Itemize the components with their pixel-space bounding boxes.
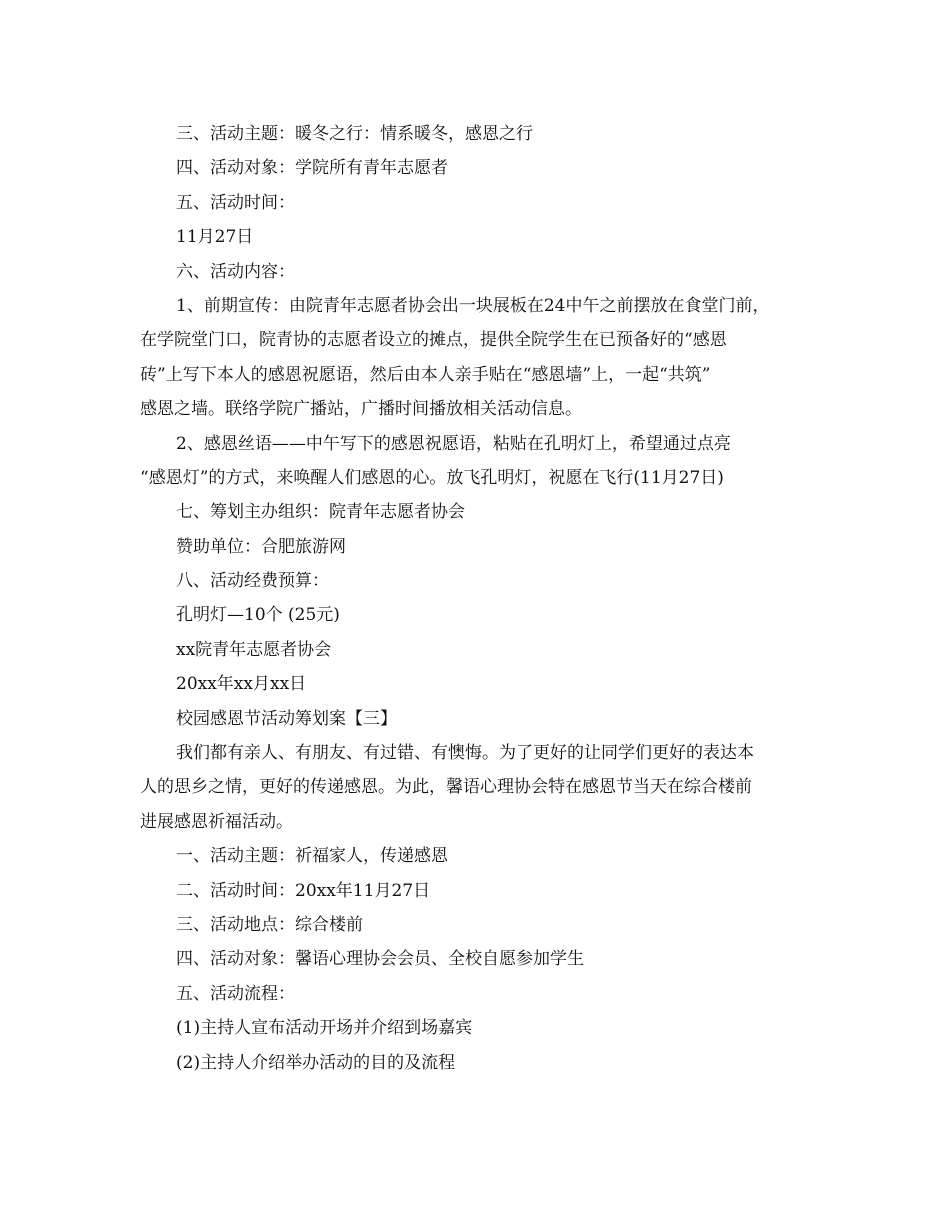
text-line: 八、活动经费预算： [176, 571, 329, 592]
text-line: 孔明灯—10个 (25元) [176, 605, 340, 626]
text-line: 1、前期宣传：由院青年志愿者协会出一块展板在24中午之前摆放在食堂门前， [176, 295, 770, 316]
text-line: 四、活动对象：馨语心理协会会员、全校自愿参加学生 [176, 949, 584, 970]
text-line: 2、感恩丝语——中午写下的感恩祝愿语，粘贴在孔明灯上，希望通过点亮 [176, 433, 731, 454]
text-line: 在学院堂门口，院青协的志愿者设立的摊点，提供全院学生在已预备好的“感恩 [140, 330, 727, 351]
text-line: 五、活动时间： [176, 192, 295, 213]
text-line: 一、活动主题：祈福家人，传递感恩 [176, 846, 448, 867]
text-line: 人的思乡之情，更好的传递感恩。为此，馨语心理协会特在感恩节当天在综合楼前 [140, 777, 752, 798]
text-line: 赞助单位：合肥旅游网 [176, 536, 346, 557]
text-line: 11月27日 [176, 227, 254, 248]
text-line: 五、活动流程： [176, 983, 295, 1004]
text-line: 三、活动地点：综合楼前 [176, 914, 363, 935]
document-body [140, 117, 812, 1080]
text-line: 20xx年xx月xx日 [176, 674, 307, 695]
text-line: 六、活动内容： [176, 261, 295, 282]
text-line: 七、筹划主办组织：院青年志愿者协会 [176, 502, 465, 523]
text-line: 进展感恩祈福活动。 [140, 811, 293, 832]
text-line: 砖”上写下本人的感恩祝愿语，然后由本人亲手贴在“感恩墙”上，一起“共筑” [140, 364, 711, 385]
text-line: 感恩之墙。联络学院广播站，广播时间播放相关活动信息。 [140, 399, 582, 420]
text-line: “感恩灯”的方式，来唤醒人们感恩的心。放飞孔明灯，祝愿在飞行(11月27日) [140, 467, 724, 488]
text-line: 二、活动时间：20xx年11月27日 [176, 880, 431, 901]
text-line: 三、活动主题：暖冬之行：情系暖冬，感恩之行 [176, 124, 533, 144]
text-line: 四、活动对象：学院所有青年志愿者 [176, 158, 448, 179]
text-line: xx院青年志愿者协会 [176, 639, 332, 660]
text-line: (2)主持人介绍举办活动的目的及流程 [176, 1052, 456, 1073]
section-heading: 校园感恩节活动筹划案【三】 [176, 708, 397, 729]
text-line: 我们都有亲人、有朋友、有过错、有懊悔。为了更好的让同学们更好的表达本 [176, 743, 754, 764]
text-line: (1)主持人宣布活动开场并介绍到场嘉宾 [176, 1018, 473, 1039]
